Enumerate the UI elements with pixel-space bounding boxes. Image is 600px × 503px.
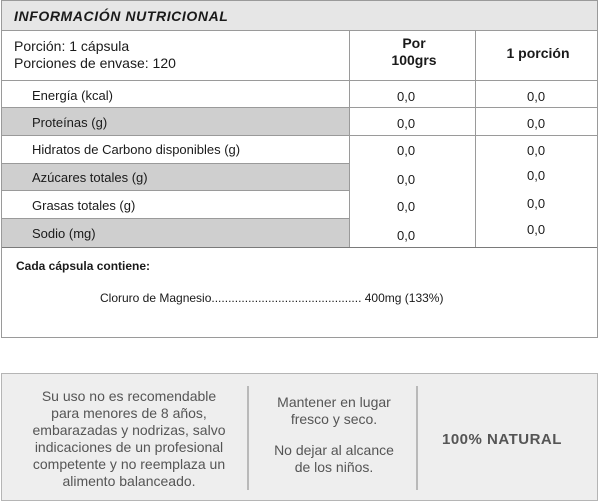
row-portion: 0,0 — [527, 222, 546, 237]
servings-per-container: Porciones de envase: 120 — [14, 55, 176, 71]
serving-size: Porción: 1 cápsula — [14, 38, 130, 54]
serving-info — [14, 38, 176, 72]
table-bottom-rule — [2, 247, 597, 248]
row-divider — [2, 135, 597, 136]
row-label: Sodio (mg) — [2, 219, 349, 247]
table-row — [2, 108, 597, 136]
storage-text: Mantener en lugar fresco y seco. — [277, 394, 391, 427]
natural-badge: 100% NATURAL — [442, 431, 562, 448]
row-portion: 0,0 — [527, 196, 546, 211]
row-portion: 0,0 — [527, 89, 546, 104]
table-row — [2, 163, 597, 191]
children-warning-text: No dejar al alcance de los niños. — [274, 442, 394, 475]
capsule-ingredient: Cloruro de Magnesio............................................. 400mg (133%) — [100, 291, 444, 305]
row-label: Proteínas (g) — [2, 108, 349, 136]
panel-title: INFORMACIÓN NUTRICIONAL — [2, 1, 597, 31]
footer-panel — [1, 373, 598, 501]
row-divider — [2, 218, 349, 219]
table-row — [2, 135, 597, 163]
column-divider — [475, 31, 476, 248]
nutrition-panel — [1, 0, 598, 338]
row-per100: 0,0 — [397, 172, 416, 187]
per100-header: Por 100grs — [391, 35, 437, 68]
row-divider — [2, 190, 349, 191]
portion-header: 1 porción — [506, 45, 570, 61]
row-divider — [2, 107, 597, 108]
capsule-contents-heading: Cada cápsula contiene: — [16, 259, 151, 273]
row-label: Azúcares totales (g) — [2, 163, 349, 191]
row-portion: 0,0 — [527, 168, 546, 183]
row-divider — [2, 80, 597, 81]
row-portion: 0,0 — [527, 116, 546, 131]
row-label: Energía (kcal) — [32, 88, 113, 103]
footer-divider — [247, 386, 249, 490]
row-per100: 0,0 — [397, 143, 416, 158]
table-row — [2, 219, 597, 247]
row-divider — [2, 163, 349, 164]
row-per100: 0,0 — [397, 89, 416, 104]
column-divider — [349, 31, 350, 248]
row-per100: 0,0 — [397, 228, 416, 243]
row-label: Grasas totales (g) — [32, 198, 136, 213]
row-label: Hidratos de Carbono disponibles (g) — [32, 142, 241, 157]
table-row — [2, 191, 597, 219]
footer-divider — [416, 386, 418, 490]
row-per100: 0,0 — [397, 116, 416, 131]
row-per100: 0,0 — [397, 199, 416, 214]
row-portion: 0,0 — [527, 143, 546, 158]
table-row — [2, 81, 597, 109]
warning-text: Su uso no es recomendable para menores de 8 años, embarazadas y nodrizas, salvo indicaciones de un profesional competente y no reemplaza un alimento balanceado. — [32, 388, 226, 489]
